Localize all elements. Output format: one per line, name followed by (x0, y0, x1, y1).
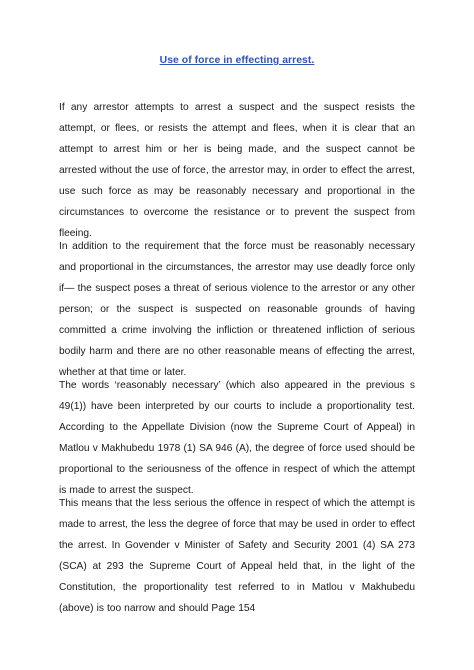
paragraph-deadly-force: In addition to the requirement that the force must be reasonably necessary and proportional in the circumstances, the arrestor may use deadly force only if— the suspect poses a threat of serious violence to the arrestor or any other person; or the suspect is suspected on reasonable grounds of having committed a crime involving the infliction or threatened infliction of serious bodily harm and there are no other reasonable means of effecting the arrest, whether at that time or later. (59, 241, 415, 378)
paragraph-proportionality: This means that the less serious the offence in respect of which the attempt is made to arrest, the less the degree of force that may be used in order to effect the arrest. In Govender v Minister of Safety and Security 2001 (4) SA 273 (SCA) at 293 the Supreme Court of Appeal held that, in the light of the Constitution, the proportionality test referred to in Matlou v Makhubedu (above) is too narrow and should Page 154 (59, 498, 415, 614)
paragraph-use-of-force: If any arrestor attempts to arrest a suspect and the suspect resists the attempt, or flees, or resists the attempt and flees, when it is clear that an attempt to arrest him or her is being made, and the suspect cannot be arrested without the use of force, the arrestor may, in order to effect the arrest, use such force as may be reasonably necessary and proportional in the circumstances to overcome the resistance or to prevent the suspect from fleeing. (59, 102, 415, 239)
paragraph-reasonably-necessary: The words ‘reasonably necessary’ (which also appeared in the previous s 49(1)) have been interpreted by our courts to include a proportionality test. According to the Appellate Division (now the Supreme Court of Appeal) in Matlou v Makhubedu 1978 (1) SA 946 (A), the degree of force used should be proportional to the seriousness of the offence in respect of which the attempt is made to arrest the suspect. (59, 380, 415, 496)
document-page (59, 0, 415, 670)
document-title: Use of force in effecting arrest. (159, 55, 315, 66)
